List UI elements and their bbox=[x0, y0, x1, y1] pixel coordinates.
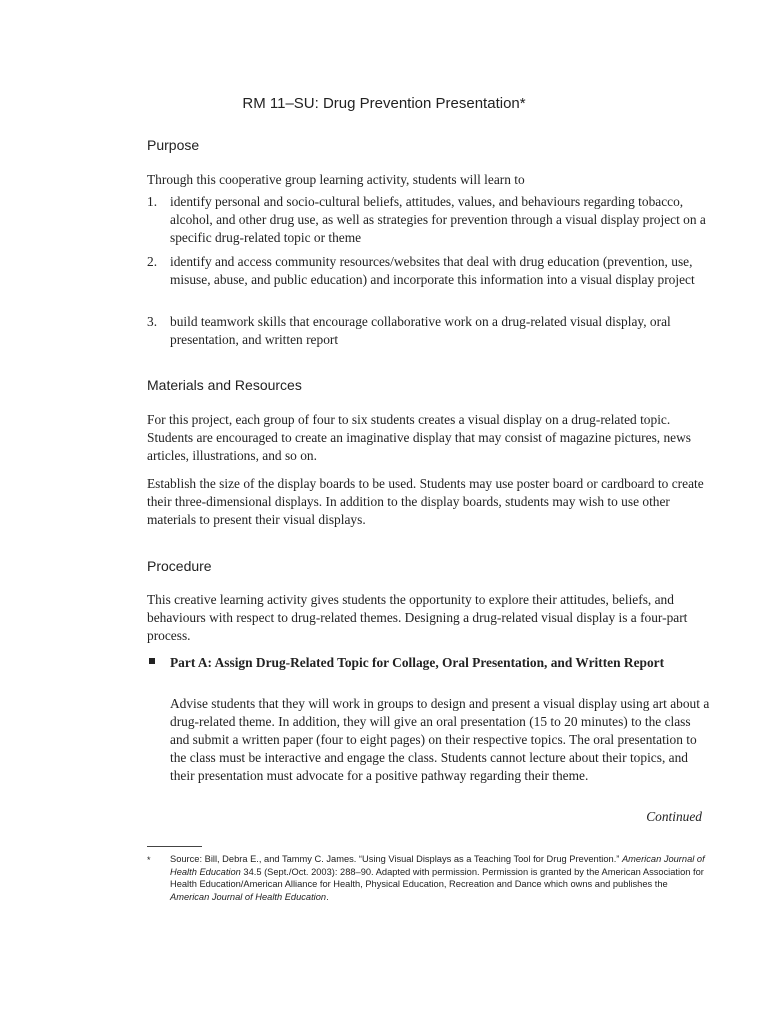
procedure-heading: Procedure bbox=[147, 558, 212, 574]
materials-heading: Materials and Resources bbox=[147, 377, 302, 393]
purpose-heading: Purpose bbox=[147, 137, 200, 153]
page-title: RM 11–SU: Drug Prevention Presentation* bbox=[242, 95, 526, 112]
list-number: 2. bbox=[147, 254, 158, 269]
footnote-source: Source: Bill, Debra E., and Tammy C. James. “Using Visual Displays as a Teaching Tool for Drug Prevention.” bbox=[170, 854, 622, 864]
footnote-journal-title: American Journal of Health Education bbox=[170, 854, 705, 877]
footnote-text bbox=[170, 853, 705, 903]
footnote-citation: 34.5 (Sept./Oct. 2003): 288–90. Adapted with permission. Permission is granted by the American Association for Health Education/American Alliance for Health, Physical Education, Recreation and Dance which owns and publishes the bbox=[170, 866, 704, 889]
bullet-square-icon bbox=[149, 658, 155, 664]
materials-paragraph-1: For this project, each group of four to six students creates a visual display on a drug-related topic. Students are encouraged to create an imaginative display that may consist of magazine pictures, news articles, illustrations, and so on. bbox=[147, 412, 691, 463]
purpose-intro: Through this cooperative group learning activity, students will learn to bbox=[147, 172, 525, 187]
list-item-text: build teamwork skills that encourage collaborative work on a drug-related visual display, oral presentation, and written report bbox=[170, 314, 671, 347]
list-number: 3. bbox=[147, 314, 158, 329]
footnote-journal-title-2: American Journal of Health Education bbox=[170, 891, 327, 902]
list-number: 1. bbox=[147, 194, 158, 209]
materials-paragraph-2: Establish the size of the display boards to be used. Students may use poster board or cardboard to create their three-dimensional displays. In addition to the display boards, students may wish to use other materials to present their visual displays. bbox=[147, 476, 704, 527]
list-item-text: identify and access community resources/websites that deal with drug education (prevention, use, misuse, abuse, and public education) and incorporate this information into a visual display project bbox=[170, 254, 695, 287]
footnote-divider bbox=[147, 846, 202, 847]
procedure-intro: This creative learning activity gives students the opportunity to explore their attitudes, beliefs, and behaviours with respect to drug-related themes. Designing a drug-related visual display is a four-part process. bbox=[147, 592, 688, 643]
footnote-end: . bbox=[326, 891, 329, 902]
list-item-text: identify personal and socio-cultural beliefs, attitudes, values, and behaviours regarding tobacco, alcohol, and other drug use, as well as strategies for prevention through a visual display project on a specific drug-related topic or theme bbox=[170, 194, 706, 245]
continued-label: Continued bbox=[646, 809, 702, 824]
part-a-title: Part A: Assign Drug-Related Topic for Collage, Oral Presentation, and Written Report bbox=[170, 655, 665, 670]
footnote-marker: * bbox=[147, 855, 151, 865]
part-a-body: Advise students that they will work in groups to design and present a visual display using art about a drug-related theme. In addition, they will give an oral presentation (15 to 20 minutes) to the class and submit a written paper (four to eight pages) on their respective topics. The oral presentation to the class must be interactive and engage the class. Students cannot lecture about their topics, and their presentation must advocate for a positive pathway regarding their theme. bbox=[170, 696, 710, 783]
